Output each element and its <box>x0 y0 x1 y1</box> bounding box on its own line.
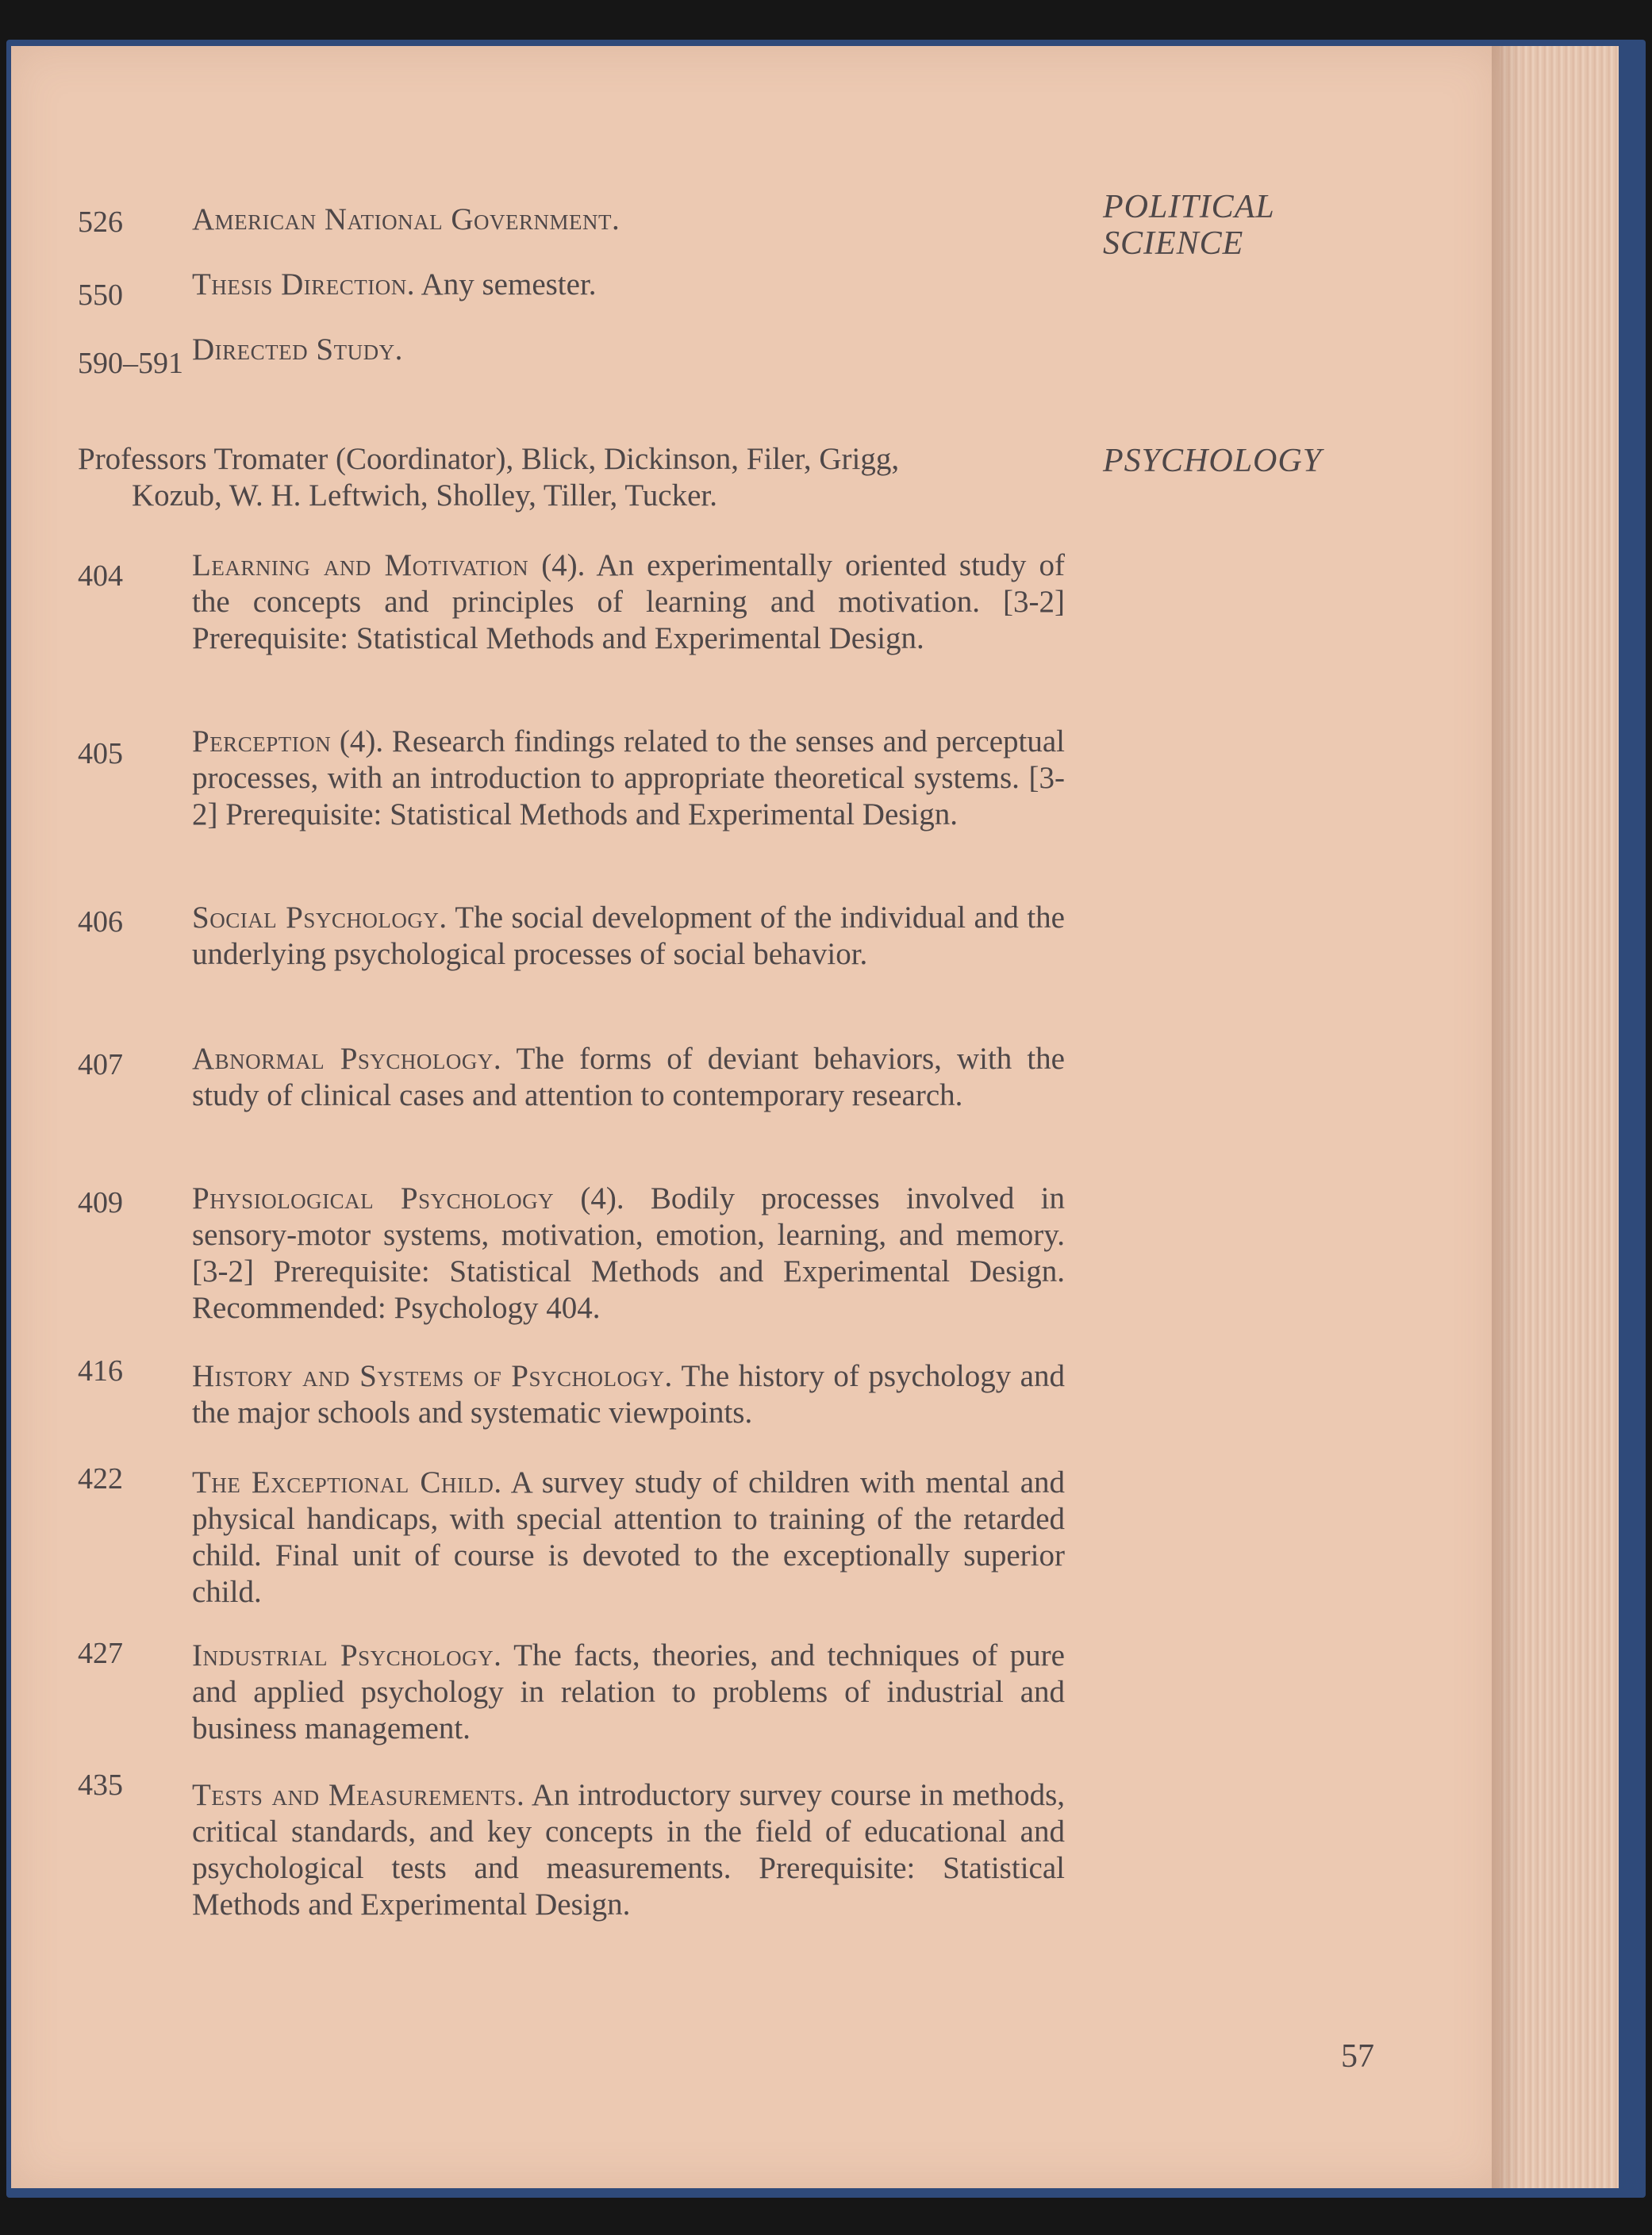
course-title: Learning and Motivation <box>192 548 529 582</box>
dept-heading-political-science: POLITICAL SCIENCE <box>1103 189 1275 262</box>
course-title: Physiological Psychology <box>192 1181 555 1215</box>
faculty-line-2: Kozub, W. H. Leftwich, Sholley, Tiller, Tucker. <box>132 478 718 513</box>
course-entry <box>192 724 1065 833</box>
page-number: 57 <box>1341 2038 1374 2075</box>
faculty-list <box>78 441 1065 514</box>
course-entry <box>192 547 1065 657</box>
course-entry <box>192 1777 1065 1923</box>
course-title: Social Psychology. <box>192 901 448 935</box>
course-number: 405 <box>78 737 123 770</box>
course-entry <box>192 267 1065 303</box>
course-title: Industrial Psychology. <box>192 1638 502 1672</box>
course-title: History and Systems of Psychology. <box>192 1359 673 1393</box>
course-title: Tests and Measurements. <box>192 1778 525 1812</box>
course-entry <box>192 900 1065 973</box>
course-description: The history of psychology and the major schools and systematic viewpoints. <box>192 1359 1065 1430</box>
course-description: (4). Bodily processes involved in sensory-motor systems, motivation, emotion, learning, and memory. [3-2] Prerequisite: Statistical Methods and Experimental Design. Recommended: Psychology 404. <box>192 1181 1065 1325</box>
course-description: The forms of deviant behaviors, with the study of clinical cases and attention to contemporary research. <box>192 1042 1065 1112</box>
faculty-line-1: Professors Tromater (Coordinator), Blick, Dickinson, Filer, Grigg, <box>78 442 900 476</box>
course-entry <box>192 332 1065 368</box>
course-number: 435 <box>78 1768 123 1802</box>
gutter-shadow <box>1492 46 1523 2188</box>
course-description: The facts, theories, and techniques of pure and applied psychology in relation to problems of industrial and business management. <box>192 1638 1065 1745</box>
course-description: A survey study of children with mental and physical handicaps, with special attention to training of the retarded child. Final unit of course is devoted to the exceptionally superior child. <box>192 1465 1065 1609</box>
dept-heading-psychology: PSYCHOLOGY <box>1103 443 1323 479</box>
course-entry <box>192 1041 1065 1114</box>
course-title: Abnormal Psychology. <box>192 1042 502 1076</box>
course-number: 409 <box>78 1186 123 1219</box>
course-number: 416 <box>78 1354 123 1388</box>
course-description: (4). Research findings related to the senses and perceptual processes, with an introduction to appropriate theoretical systems. [3-2] Prerequisite: Statistical Methods and Experimental Design. <box>192 724 1065 831</box>
course-description: The social development of the individual and the underlying psychological processes of social behavior. <box>192 901 1065 971</box>
course-number: 590–591 <box>78 347 183 380</box>
course-title: Directed Study. <box>192 332 403 367</box>
course-number: 404 <box>78 559 123 593</box>
course-title: Perception <box>192 724 332 758</box>
course-entry <box>192 1465 1065 1611</box>
course-number: 422 <box>78 1462 123 1496</box>
course-number: 407 <box>78 1048 123 1081</box>
course-description: An introductory survey course in methods, critical standards, and key concepts in the field of educational and psychological tests and measurements. Prerequisite: Statistical Methods and Experimental Design. <box>192 1778 1066 1922</box>
course-number: 427 <box>78 1637 123 1670</box>
course-entry <box>192 1358 1065 1431</box>
course-number: 526 <box>78 205 123 239</box>
course-description: (4). An experimentally oriented study of the concepts and principles of learning and motivation. [3-2] Prerequisite: Statistical Methods and Experimental Design. <box>192 548 1065 655</box>
course-title: The Exceptional Child. <box>192 1465 502 1500</box>
course-title: American National Government. <box>192 202 620 236</box>
course-description: Any semester. <box>414 267 597 301</box>
course-number: 550 <box>78 278 123 312</box>
course-entry <box>192 1638 1065 1747</box>
course-title: Thesis Direction. <box>192 267 415 301</box>
course-entry <box>192 202 1065 238</box>
course-number: 406 <box>78 905 123 939</box>
course-entry <box>192 1181 1065 1327</box>
